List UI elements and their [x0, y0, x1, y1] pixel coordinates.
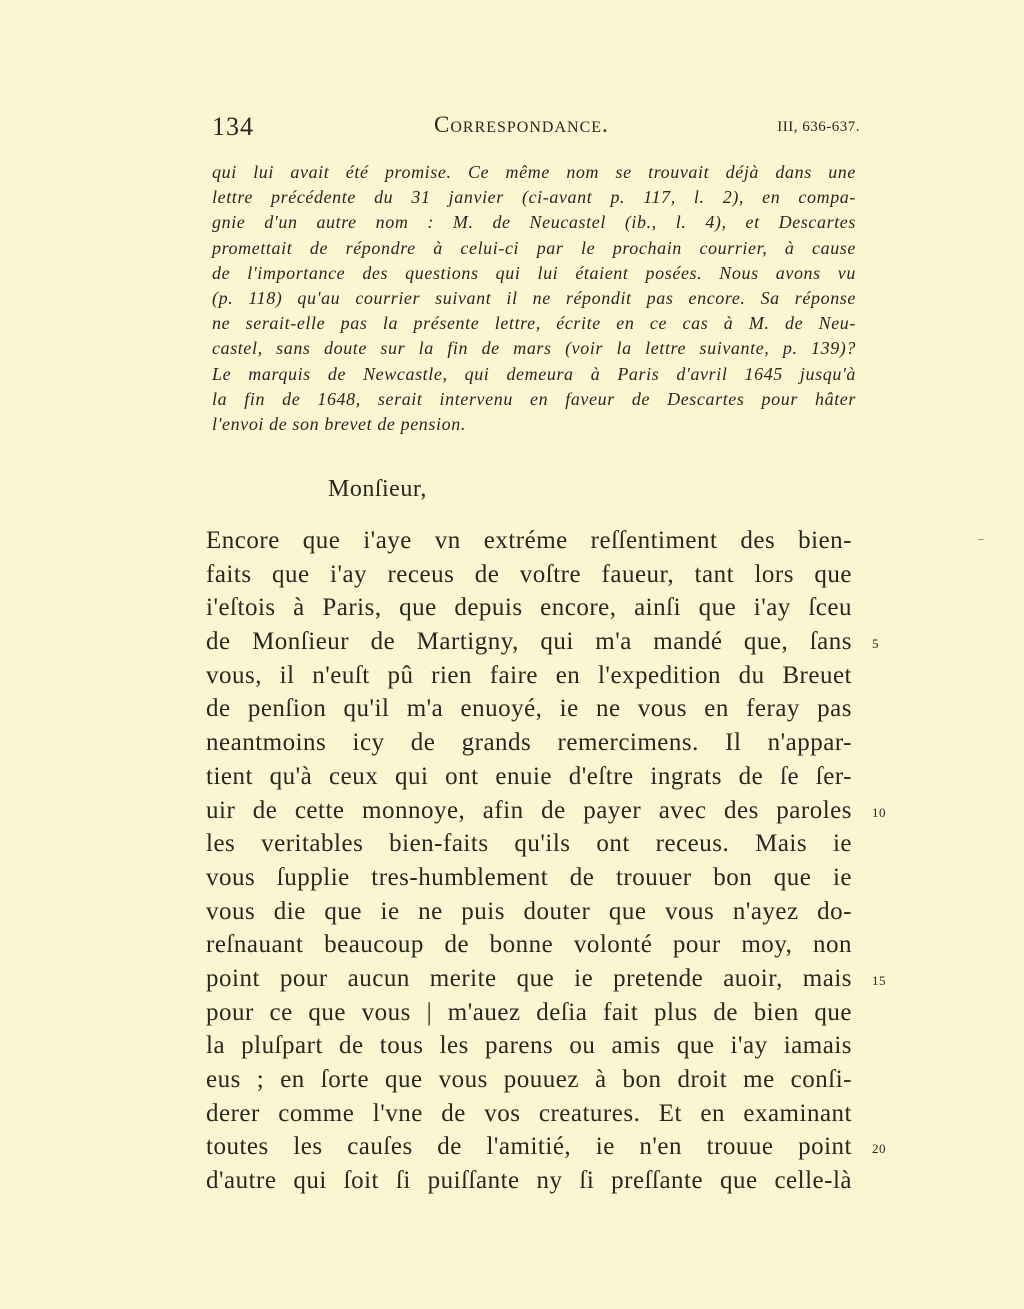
letter-line	[206, 692, 852, 726]
note-line: promettait de répondre à celui-ci par le prochain courrier, à cause	[212, 237, 856, 258]
letter-line-text: faits que i'ay receus de voſtre faueur, tant lors que	[206, 560, 852, 588]
note-line: Le marquis de Newcastle, qui demeura à Paris d'avril 1645 jusqu'à	[212, 363, 856, 384]
letter-line-text: de Monſieur de Martigny, qui m'a mandé que, ſans	[206, 628, 852, 656]
letter-line	[206, 760, 852, 794]
running-title: Correspondance.	[434, 112, 609, 137]
letter-line	[206, 726, 852, 760]
note-line: (p. 118) qu'au courrier suivant il ne répondit pas encore. Sa réponse	[212, 287, 856, 308]
letter-line-text: tient qu'à ceux qui ont enuie d'eſtre ingrats de ſe ſer-	[206, 762, 852, 790]
note-line: l'envoi de son brevet de pension.	[212, 413, 466, 434]
line-number: 20	[872, 1141, 886, 1157]
letter-line-text: toutes les cauſes de l'amitié, ie n'en trouue point	[206, 1133, 852, 1161]
letter-line	[206, 1130, 886, 1164]
letter-line	[206, 1029, 852, 1063]
letter-line-text: d'autre qui ſoit ſi puiſſante ny ſi preſſante que celle-là	[206, 1167, 852, 1195]
note-line: de l'importance des questions qui lui étaient posées. Nous avons vu	[212, 262, 856, 283]
letter-line-text: les veritables bien-faits qu'ils ont receus. Mais ie	[206, 830, 852, 858]
letter-line-text: neantmoins icy de grands remercimens. Il n'appar-	[206, 729, 852, 757]
note-line: qui lui avait été promise. Ce même nom se trouvait déjà dans une	[212, 162, 856, 182]
letter-line	[206, 861, 852, 895]
page-range: III, 636-637.	[777, 119, 860, 135]
letter-line	[206, 895, 852, 929]
letter-body	[206, 524, 886, 1198]
letter-line	[206, 524, 852, 558]
letter-line-text: de penſion qu'il m'a enuoyé, ie ne vous en feray pas	[206, 695, 852, 723]
letter-line-text: la pluſpart de tous les parens ou amis que i'ay iamais	[206, 1032, 852, 1060]
letter-line	[206, 794, 886, 828]
letter-line-text: pour ce que vous | m'auez deſia fait plus de bien que	[206, 998, 852, 1026]
letter-line	[206, 962, 886, 996]
letter-line	[206, 659, 852, 693]
letter-line	[206, 591, 852, 625]
letter-line	[206, 827, 852, 861]
page-number: 134	[212, 112, 254, 141]
letter-line-text: derer comme l'vne de vos creatures. Et en examinant	[206, 1099, 852, 1127]
letter-line	[206, 996, 852, 1030]
letter-line	[206, 558, 852, 592]
letter-line-text: vous die que ie ne puis douter que vous n'ayez do-	[206, 897, 852, 925]
note-line: la fin de 1648, serait intervenu en faveur de Descartes pour hâter	[212, 388, 856, 409]
editor-note	[212, 160, 856, 437]
note-line: lettre précédente du 31 janvier (ci-avant p. 117, l. 2), en compa-	[212, 187, 856, 208]
letter-line	[206, 928, 852, 962]
note-line: ne serait-elle pas la présente lettre, écrite en ce cas à M. de Neu-	[212, 313, 856, 334]
letter-line-text: eus ; en ſorte que vous pouuez à bon droit me conſi-	[206, 1066, 852, 1093]
letter-line	[206, 1063, 852, 1097]
line-number: 15	[872, 972, 886, 988]
note-line: castel, sans doute sur la fin de mars (voir la lettre suivante, p. 139)?	[212, 338, 856, 359]
letter-line-text: reſnauant beaucoup de bonne volonté pour moy, non	[206, 931, 852, 959]
letter-line-text: vous ſupplie tres-humblement de trouuer bon que ie	[206, 863, 852, 891]
line-number: 10	[872, 804, 886, 820]
letter-line	[206, 1097, 852, 1131]
letter-line-text: vous, il n'euſt pû rien faire en l'expedition du Breuet	[206, 661, 852, 689]
letter-line-text: i'eſtois à Paris, que depuis encore, ainſi que i'ay ſceu	[206, 594, 852, 622]
letter-line-text: point pour aucun merite que ie pretende auoir, mais	[206, 964, 852, 992]
letter-line	[206, 625, 879, 659]
line-number: 5	[872, 636, 879, 652]
letter-line-text: Encore que i'aye vn extréme reſſentiment des bien-	[206, 527, 852, 554]
letter-line	[206, 1164, 852, 1198]
margin-mark: –	[978, 532, 984, 546]
salutation: Monſieur,	[328, 476, 427, 502]
note-line: gnie d'un autre nom : M. de Neucastel (ib., l. 4), et Descartes	[212, 212, 856, 233]
page-header	[212, 112, 860, 146]
letter-line-text: uir de cette monnoye, afin de payer avec des paroles	[206, 796, 852, 824]
